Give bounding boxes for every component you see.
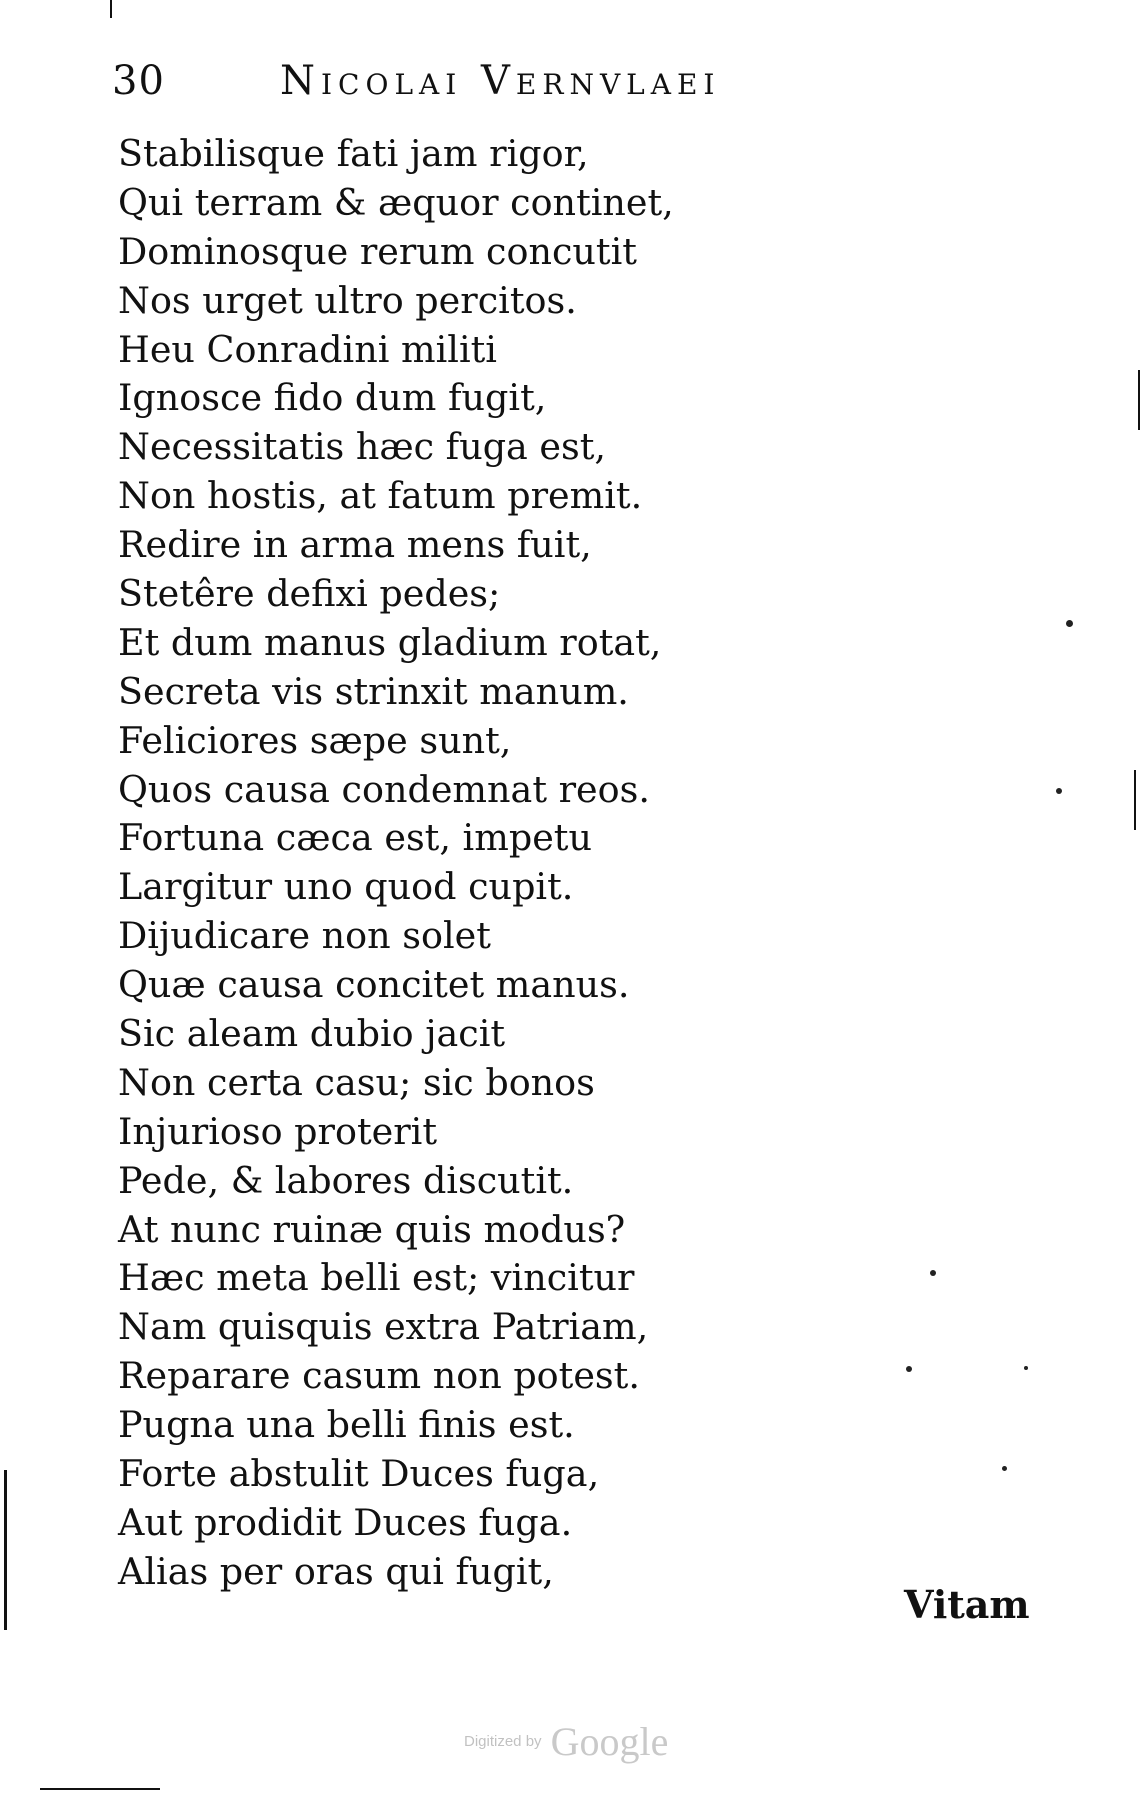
page-edge-mark bbox=[110, 0, 112, 18]
verse-line: Non hostis, at fatum premit. bbox=[118, 474, 643, 518]
catchword: Vitam bbox=[904, 1582, 1030, 1627]
verse-line: Non certa casu; sic bonos bbox=[118, 1060, 595, 1104]
page-number: 30 bbox=[112, 58, 165, 104]
verse-line: Et dum manus gladium rotat, bbox=[118, 620, 662, 664]
verse-line: Redire in arma mens fuit, bbox=[118, 523, 592, 567]
scan-speck bbox=[1056, 788, 1062, 794]
page-header bbox=[112, 58, 872, 118]
verse-line: Dominosque rerum concutit bbox=[118, 229, 637, 273]
verse-line: Qui terram & æquor continet, bbox=[118, 180, 674, 224]
verse-line: Nam quisquis extra Patriam, bbox=[118, 1305, 649, 1349]
google-logo: Google bbox=[550, 1719, 669, 1764]
poem-verses bbox=[118, 130, 838, 1597]
verse-line: Quos causa condemnat reos. bbox=[118, 767, 650, 811]
verse-line: Stabilisque fati jam rigor, bbox=[118, 132, 589, 175]
page-edge-mark bbox=[1138, 370, 1140, 430]
verse-line: Aut prodidit Duces fuga. bbox=[118, 1500, 573, 1544]
verse-line: Nos urget ultro percitos. bbox=[118, 278, 577, 322]
verse-line: Sic aleam dubio jacit bbox=[118, 1012, 506, 1056]
scan-speck bbox=[1066, 620, 1073, 627]
scan-speck bbox=[930, 1270, 936, 1276]
verse-line: Heu Conradini militi bbox=[118, 327, 497, 371]
running-head: Nicolai Vernvlaei bbox=[280, 58, 721, 104]
verse-line: Reparare casum non potest. bbox=[118, 1354, 640, 1398]
verse-line: Hæc meta belli est; vincitur bbox=[118, 1256, 635, 1300]
page-edge-mark bbox=[40, 1788, 160, 1790]
verse-line: Quæ causa concitet manus. bbox=[118, 963, 630, 1007]
verse-line: Pede, & labores discutit. bbox=[118, 1158, 574, 1202]
verse-line: Forte abstulit Duces fuga, bbox=[118, 1452, 600, 1496]
verse-line: Secreta vis strinxit manum. bbox=[118, 669, 629, 713]
verse-line: Feliciores sæpe sunt, bbox=[118, 718, 512, 762]
verse-line: Dijudicare non solet bbox=[118, 914, 491, 958]
verse-line: Ignosce fido dum fugit, bbox=[118, 376, 547, 420]
scan-speck bbox=[906, 1366, 912, 1372]
verse-line: At nunc ruinæ quis modus? bbox=[118, 1207, 626, 1251]
verse-line: Necessitatis hæc fuga est, bbox=[118, 425, 607, 469]
digitized-by-label: Digitized by bbox=[464, 1733, 542, 1750]
digitized-watermark bbox=[464, 1718, 724, 1778]
page-edge-mark bbox=[4, 1470, 7, 1630]
verse-line: Stetêre defixi pedes; bbox=[118, 572, 501, 616]
verse-line: Pugna una belli finis est. bbox=[118, 1403, 575, 1447]
scan-speck bbox=[1024, 1366, 1028, 1370]
verse-line: Largitur uno quod cupit. bbox=[118, 865, 574, 909]
verse-line: Injurioso proterit bbox=[118, 1109, 438, 1153]
scan-speck bbox=[1002, 1466, 1007, 1471]
page-edge-mark bbox=[1134, 770, 1136, 830]
verse-line: Fortuna cæca est, impetu bbox=[118, 816, 592, 860]
verse-line: Alias per oras qui fugit, bbox=[118, 1549, 554, 1593]
